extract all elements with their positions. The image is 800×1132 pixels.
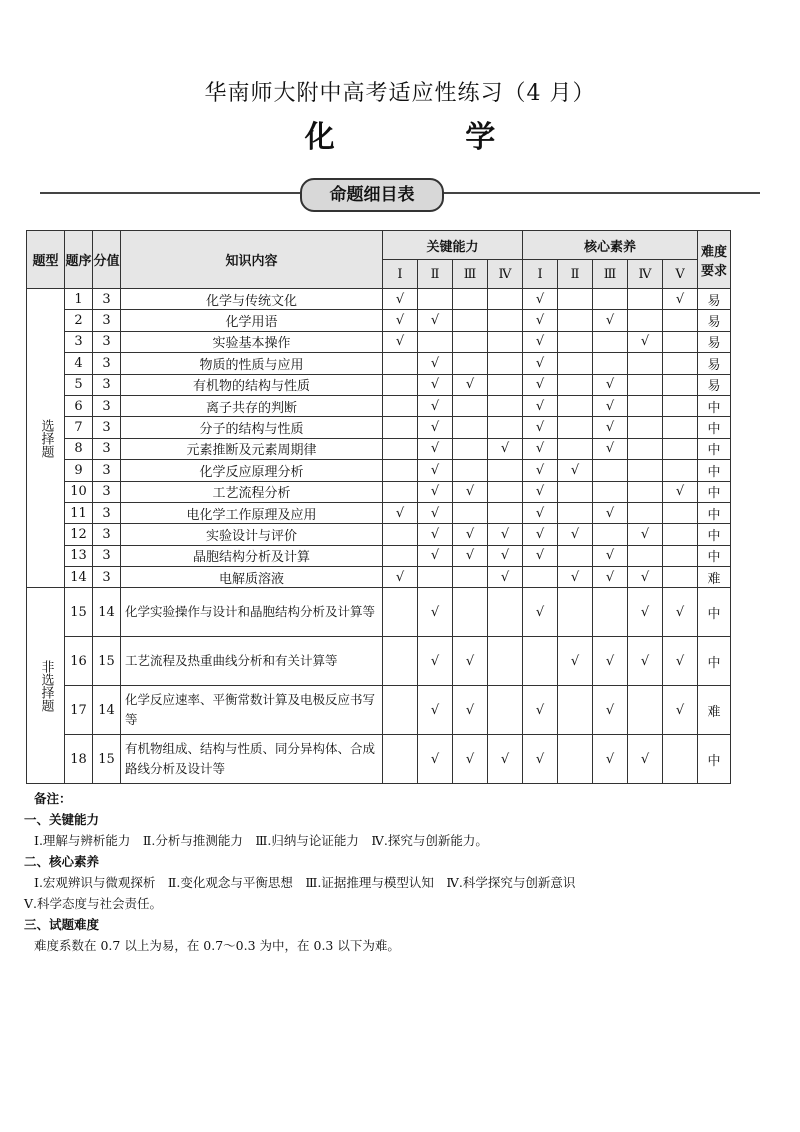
table-row [27,374,731,395]
cell-literacy-1: √ [523,331,558,352]
table-body [27,289,731,784]
banner-divider-right [438,192,760,194]
cell-score: 3 [93,524,121,545]
cell-literacy-5 [663,460,698,481]
cell-difficulty: 中 [698,588,731,637]
cell-ability-3 [453,588,488,637]
cell-literacy-4 [628,310,663,331]
cell-score: 14 [93,588,121,637]
cell-literacy-1: √ [523,438,558,459]
cell-ability-1 [383,588,418,637]
cell-ability-1 [383,395,418,416]
cell-knowledge: 化学反应原理分析 [121,460,383,481]
cell-knowledge: 元素推断及元素周期律 [121,438,383,459]
cell-ability-4 [488,331,523,352]
cell-score: 15 [93,735,121,784]
cell-num: 18 [65,735,93,784]
cell-ability-1 [383,545,418,566]
cell-literacy-3 [593,588,628,637]
literacy-col-3: Ⅲ [593,260,628,289]
cell-num: 10 [65,481,93,502]
cell-literacy-4 [628,460,663,481]
table-row [27,637,731,686]
cell-ability-3: √ [453,524,488,545]
cell-ability-1: √ [383,331,418,352]
cell-ability-2: √ [418,735,453,784]
cell-score: 3 [93,417,121,438]
cell-score: 3 [93,331,121,352]
cell-literacy-1: √ [523,395,558,416]
cell-literacy-2 [558,588,593,637]
cell-difficulty: 中 [698,481,731,502]
cell-num: 7 [65,417,93,438]
cell-ability-4: √ [488,567,523,588]
table-row [27,481,731,502]
cell-knowledge: 电解质溶液 [121,567,383,588]
cell-num: 4 [65,353,93,374]
notes-section-1-title: 一、关键能力 [24,812,100,827]
cell-literacy-5 [663,567,698,588]
cell-literacy-4 [628,686,663,735]
cell-ability-2: √ [418,460,453,481]
table-row [27,588,731,637]
cell-literacy-1: √ [523,686,558,735]
cell-ability-3 [453,438,488,459]
cell-score: 3 [93,545,121,566]
cell-difficulty: 易 [698,353,731,374]
cell-ability-3 [453,353,488,374]
cell-score: 3 [93,374,121,395]
cell-ability-4 [488,289,523,310]
cell-ability-4: √ [488,735,523,784]
cell-literacy-4: √ [628,567,663,588]
cell-difficulty: 易 [698,374,731,395]
notes-section-2-text-2: Ⅴ.科学态度与社会责任。 [24,896,163,911]
cell-difficulty: 中 [698,417,731,438]
cell-num: 3 [65,331,93,352]
cell-literacy-2 [558,374,593,395]
notes-section [24,788,764,956]
cell-ability-2: √ [418,438,453,459]
cell-num: 14 [65,567,93,588]
cell-ability-1 [383,374,418,395]
cell-ability-2: √ [418,417,453,438]
cell-knowledge: 工艺流程分析 [121,481,383,502]
notes-section-2-text-1: Ⅰ.宏观辨识与微观探析 Ⅱ.变化观念与平衡思想 Ⅲ.证据推理与模型认知 Ⅳ.科学探究与创新意识 [34,875,576,890]
cell-literacy-4 [628,289,663,310]
cell-ability-3 [453,460,488,481]
cell-literacy-2: √ [558,637,593,686]
cell-knowledge: 物质的性质与应用 [121,353,383,374]
cell-ability-1: √ [383,310,418,331]
cell-literacy-4 [628,502,663,523]
cell-ability-2: √ [418,502,453,523]
cell-literacy-3 [593,524,628,545]
table-row [27,395,731,416]
notes-label: 备注： [34,791,72,806]
cell-literacy-5 [663,310,698,331]
ability-col-1: Ⅰ [383,260,418,289]
cell-ability-3 [453,331,488,352]
cell-num: 9 [65,460,93,481]
cell-ability-2: √ [418,481,453,502]
cell-literacy-4 [628,353,663,374]
cell-ability-2: √ [418,524,453,545]
cell-num: 5 [65,374,93,395]
cell-ability-4: √ [488,545,523,566]
cell-knowledge: 工艺流程及热重曲线分析和有关计算等 [121,637,383,686]
header-type: 题型 [27,231,65,289]
cell-ability-2 [418,331,453,352]
cell-literacy-3: √ [593,502,628,523]
cell-ability-2: √ [418,588,453,637]
table-row [27,353,731,374]
cell-ability-1 [383,686,418,735]
cell-literacy-5: √ [663,481,698,502]
cell-difficulty: 中 [698,502,731,523]
cell-ability-4 [488,460,523,481]
cell-ability-4 [488,310,523,331]
cell-literacy-1: √ [523,545,558,566]
cell-num: 15 [65,588,93,637]
cell-literacy-1: √ [523,353,558,374]
literacy-col-5: Ⅴ [663,260,698,289]
cell-knowledge: 化学反应速率、平衡常数计算及电极反应书写等 [121,686,383,735]
header-ability: 关键能力 [383,231,523,260]
cell-knowledge: 晶胞结构分析及计算 [121,545,383,566]
cell-score: 3 [93,481,121,502]
section-type-nonchoice: 非选择题 [27,588,65,784]
cell-knowledge: 实验基本操作 [121,331,383,352]
cell-num: 1 [65,289,93,310]
cell-literacy-4 [628,374,663,395]
cell-literacy-3 [593,481,628,502]
cell-literacy-5: √ [663,637,698,686]
cell-ability-1: √ [383,502,418,523]
cell-ability-3 [453,310,488,331]
cell-literacy-4 [628,481,663,502]
cell-ability-1 [383,637,418,686]
section-banner: 命题细目表 [300,178,444,212]
cell-score: 3 [93,353,121,374]
cell-literacy-5: √ [663,686,698,735]
table-row [27,460,731,481]
cell-ability-4 [488,417,523,438]
table-row [27,502,731,523]
spec-table [26,230,731,784]
cell-knowledge: 化学与传统文化 [121,289,383,310]
cell-difficulty: 中 [698,460,731,481]
cell-literacy-1: √ [523,524,558,545]
document-title: 华南师大附中高考适应性练习（4 月） [204,81,596,106]
cell-literacy-4: √ [628,524,663,545]
cell-literacy-3: √ [593,438,628,459]
cell-literacy-3: √ [593,374,628,395]
cell-difficulty: 中 [698,637,731,686]
cell-literacy-3 [593,289,628,310]
cell-knowledge: 有机物的结构与性质 [121,374,383,395]
cell-literacy-3: √ [593,310,628,331]
cell-ability-1 [383,460,418,481]
cell-literacy-3: √ [593,735,628,784]
cell-literacy-2: √ [558,460,593,481]
table-row [27,331,731,352]
cell-literacy-2 [558,417,593,438]
cell-literacy-2 [558,735,593,784]
subject-title: 化 学 [304,120,556,155]
section-type-choice: 选择题 [27,289,65,588]
cell-ability-4 [488,637,523,686]
header-num: 题序 [65,231,93,289]
cell-ability-3: √ [453,545,488,566]
cell-num: 11 [65,502,93,523]
cell-literacy-3: √ [593,545,628,566]
notes-section-2-title: 二、核心素养 [24,854,100,869]
cell-ability-3 [453,502,488,523]
notes-section-3-title: 三、试题难度 [24,917,100,932]
cell-difficulty: 易 [698,289,731,310]
ability-col-4: Ⅳ [488,260,523,289]
cell-literacy-4 [628,438,663,459]
cell-ability-4 [488,588,523,637]
cell-ability-4: √ [488,524,523,545]
cell-knowledge: 实验设计与评价 [121,524,383,545]
cell-literacy-3: √ [593,395,628,416]
cell-score: 3 [93,310,121,331]
cell-literacy-2 [558,310,593,331]
cell-literacy-1: √ [523,310,558,331]
cell-ability-2: √ [418,310,453,331]
cell-literacy-5: √ [663,588,698,637]
cell-ability-3: √ [453,735,488,784]
cell-num: 16 [65,637,93,686]
cell-literacy-4 [628,395,663,416]
table-row [27,567,731,588]
cell-literacy-1: √ [523,289,558,310]
cell-ability-1: √ [383,289,418,310]
cell-literacy-1: √ [523,417,558,438]
cell-literacy-5 [663,524,698,545]
cell-literacy-2 [558,686,593,735]
cell-literacy-3: √ [593,686,628,735]
cell-score: 3 [93,289,121,310]
cell-ability-1 [383,353,418,374]
cell-ability-2: √ [418,637,453,686]
cell-num: 12 [65,524,93,545]
cell-literacy-3 [593,460,628,481]
cell-literacy-5 [663,331,698,352]
cell-knowledge: 化学实验操作与设计和晶胞结构分析及计算等 [121,588,383,637]
table-row [27,545,731,566]
cell-difficulty: 难 [698,686,731,735]
cell-literacy-4: √ [628,637,663,686]
cell-literacy-3 [593,331,628,352]
cell-score: 3 [93,395,121,416]
table-row [27,310,731,331]
cell-knowledge: 有机物组成、结构与性质、同分异构体、合成路线分析及设计等 [121,735,383,784]
cell-literacy-5 [663,417,698,438]
cell-literacy-2: √ [558,524,593,545]
cell-ability-3: √ [453,374,488,395]
cell-score: 3 [93,438,121,459]
cell-difficulty: 中 [698,438,731,459]
cell-ability-2: √ [418,395,453,416]
cell-knowledge: 化学用语 [121,310,383,331]
cell-literacy-2 [558,438,593,459]
cell-literacy-1 [523,567,558,588]
table-row [27,417,731,438]
cell-literacy-3: √ [593,637,628,686]
cell-literacy-4: √ [628,331,663,352]
cell-knowledge: 离子共存的判断 [121,395,383,416]
table-row [27,524,731,545]
cell-literacy-5 [663,545,698,566]
cell-score: 15 [93,637,121,686]
cell-literacy-1: √ [523,502,558,523]
cell-ability-2: √ [418,686,453,735]
cell-ability-2 [418,567,453,588]
cell-ability-3 [453,567,488,588]
cell-ability-4 [488,686,523,735]
header-literacy: 核心素养 [523,231,698,260]
cell-literacy-2 [558,289,593,310]
notes-section-1-text: Ⅰ.理解与辨析能力 Ⅱ.分析与推测能力 Ⅲ.归纳与论证能力 Ⅳ.探究与创新能力。 [34,833,488,848]
cell-ability-1 [383,417,418,438]
cell-ability-4: √ [488,438,523,459]
cell-literacy-2: √ [558,567,593,588]
cell-ability-3: √ [453,481,488,502]
cell-ability-4 [488,353,523,374]
cell-ability-1 [383,524,418,545]
cell-literacy-2 [558,395,593,416]
cell-ability-3 [453,289,488,310]
cell-ability-2: √ [418,545,453,566]
literacy-col-2: Ⅱ [558,260,593,289]
header-difficulty: 难度要求 [698,231,731,289]
cell-literacy-5: √ [663,289,698,310]
cell-literacy-1: √ [523,374,558,395]
banner-divider-left [40,192,302,194]
ability-col-2: Ⅱ [418,260,453,289]
cell-score: 14 [93,686,121,735]
table-row [27,289,731,310]
cell-num: 17 [65,686,93,735]
cell-ability-1 [383,735,418,784]
cell-literacy-1 [523,637,558,686]
cell-ability-2: √ [418,374,453,395]
cell-literacy-2 [558,545,593,566]
table-row [27,735,731,784]
notes-section-3-text: 难度系数在 0.7 以上为易，在 0.7～0.3 为中，在 0.3 以下为难。 [34,938,400,953]
cell-ability-1 [383,438,418,459]
literacy-col-4: Ⅳ [628,260,663,289]
cell-difficulty: 易 [698,310,731,331]
cell-literacy-5 [663,438,698,459]
cell-score: 3 [93,502,121,523]
cell-num: 6 [65,395,93,416]
cell-literacy-1: √ [523,481,558,502]
cell-ability-3: √ [453,637,488,686]
cell-literacy-5 [663,353,698,374]
cell-ability-2: √ [418,353,453,374]
cell-difficulty: 难 [698,567,731,588]
cell-ability-3 [453,417,488,438]
cell-difficulty: 中 [698,395,731,416]
cell-literacy-1: √ [523,588,558,637]
header-score: 分值 [93,231,121,289]
ability-col-3: Ⅲ [453,260,488,289]
table-row [27,438,731,459]
cell-literacy-5 [663,735,698,784]
cell-literacy-1: √ [523,460,558,481]
cell-ability-1: √ [383,567,418,588]
cell-literacy-2 [558,331,593,352]
cell-ability-2 [418,289,453,310]
cell-score: 3 [93,567,121,588]
cell-literacy-3 [593,353,628,374]
cell-ability-3 [453,395,488,416]
cell-ability-4 [488,395,523,416]
cell-num: 8 [65,438,93,459]
cell-difficulty: 中 [698,524,731,545]
cell-literacy-1: √ [523,735,558,784]
cell-knowledge: 电化学工作原理及应用 [121,502,383,523]
cell-literacy-4: √ [628,735,663,784]
cell-ability-4 [488,481,523,502]
header-knowledge: 知识内容 [121,231,383,289]
cell-difficulty: 中 [698,735,731,784]
cell-difficulty: 易 [698,331,731,352]
cell-literacy-5 [663,395,698,416]
table-row [27,686,731,735]
cell-ability-4 [488,502,523,523]
cell-knowledge: 分子的结构与性质 [121,417,383,438]
cell-num: 13 [65,545,93,566]
cell-literacy-3: √ [593,417,628,438]
cell-ability-1 [383,481,418,502]
cell-ability-3: √ [453,686,488,735]
cell-num: 2 [65,310,93,331]
literacy-col-1: Ⅰ [523,260,558,289]
cell-literacy-4 [628,417,663,438]
cell-score: 3 [93,460,121,481]
cell-literacy-5 [663,502,698,523]
cell-literacy-3: √ [593,567,628,588]
cell-literacy-5 [663,374,698,395]
cell-literacy-2 [558,502,593,523]
cell-literacy-4: √ [628,588,663,637]
cell-difficulty: 中 [698,545,731,566]
cell-literacy-4 [628,545,663,566]
cell-ability-4 [488,374,523,395]
cell-literacy-2 [558,481,593,502]
cell-literacy-2 [558,353,593,374]
